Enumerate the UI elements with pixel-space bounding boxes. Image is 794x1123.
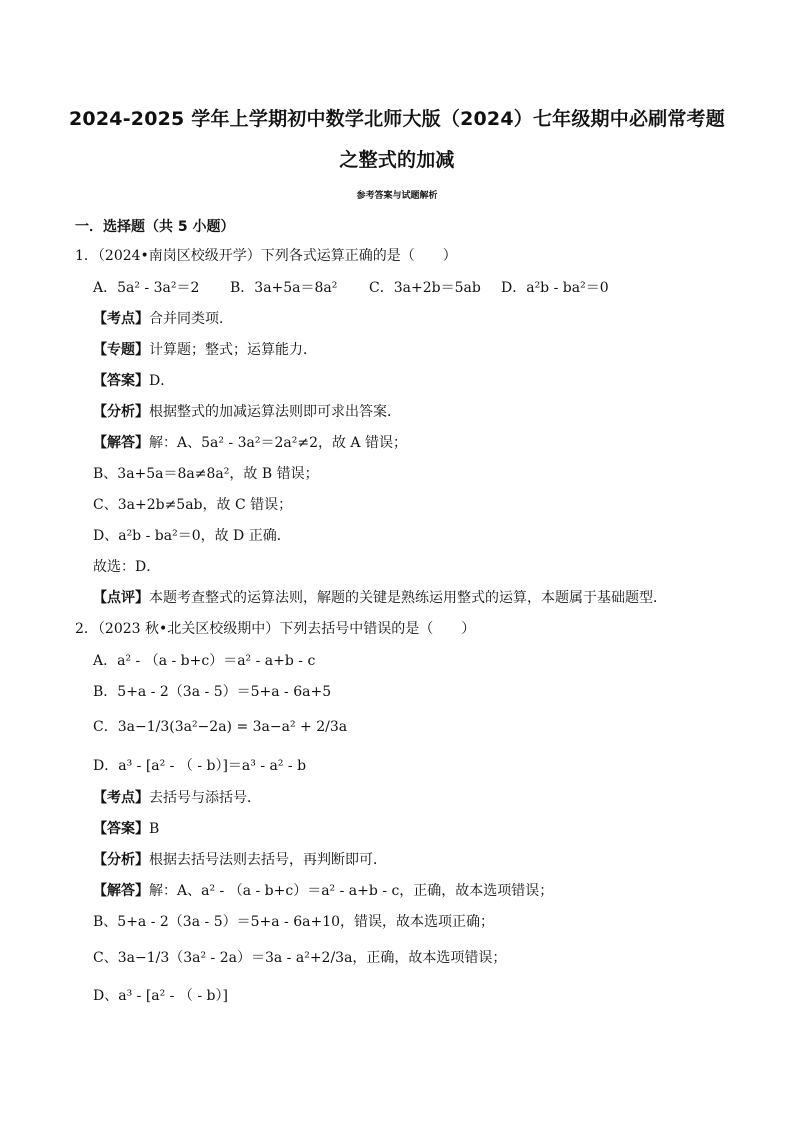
q2-solution-tag: 【解答】: [93, 883, 149, 899]
q1-solution-tag: 【解答】: [93, 435, 149, 451]
q2-kaodian-tag: 【考点】: [93, 790, 149, 806]
q2-analysis: [93, 850, 387, 870]
q1-solution-b: B、3a+5a＝8a≠8a²，故 B 错误；: [93, 466, 319, 482]
q1-comment-text: 本题考查整式的运算法则，解题的关键是熟练运用整式的运算，本题属于基础题型．: [149, 590, 667, 606]
q2-answer: [93, 819, 159, 839]
q1-analysis-tag: 【分析】: [93, 404, 149, 420]
q1-answer-text: D．: [149, 373, 175, 389]
q2-analysis-text: 根据去括号法则去括号，再判断即可．: [149, 852, 387, 868]
q1-analysis: [93, 402, 401, 422]
page-title-line1: 2024-2025 学年上学期初中数学北师大版（2024）七年级期中必刷常考题: [69, 108, 725, 130]
q2-answer-tag: 【答案】: [93, 821, 149, 837]
q2-option-a: A．a² - （a - b+c）＝a² - a+b - c: [93, 653, 316, 669]
q1-solution: [93, 433, 407, 453]
q1-zhuanti-text: 计算题；整式；运算能力．: [149, 342, 317, 358]
q1-kaodian-text: 合并同类项．: [149, 311, 233, 327]
q2-solution: [93, 881, 553, 901]
question-1-stem: 1．（2024•南岗区校级开学）下列各式运算正确的是（ ）: [75, 248, 457, 264]
q1-comment-tag: 【点评】: [93, 590, 149, 606]
q1-solution-d: D、a²b - ba²＝0，故 D 正确．: [93, 528, 291, 544]
q1-option-c: C．3a+2b＝5ab: [369, 280, 481, 296]
page-title-line2: 之整式的加减: [339, 149, 455, 171]
q1-option-a: A．5a² - 3a²＝2: [93, 280, 200, 296]
q2-option-d: D．a³ - [a² - （ - b）]＝a³ - a² - b: [93, 758, 307, 774]
q1-kaodian-tag: 【考点】: [93, 311, 149, 327]
q1-answer: [93, 371, 174, 391]
q1-kaodian: [93, 309, 233, 329]
q2-kaodian: [93, 788, 261, 808]
q1-answer-tag: 【答案】: [93, 373, 149, 389]
q1-zhuanti-tag: 【专题】: [93, 342, 149, 358]
question-2-stem: 2．（2023 秋•北关区校级期中）下列去括号中错误的是（ ）: [75, 621, 476, 637]
page-subtitle: 参考答案与试题解析: [356, 191, 438, 201]
q1-option-b: B．3a+5a＝8a²: [230, 280, 338, 296]
q2-option-b: B．5+a - 2（3a - 5）＝5+a - 6a+5: [93, 684, 332, 700]
q2-answer-text: B: [149, 821, 160, 837]
q1-zhuanti: [93, 340, 317, 360]
q2-kaodian-text: 去括号与添括号．: [149, 790, 261, 806]
q1-comment: [93, 588, 667, 608]
q2-solution-c: C、3a−1/3（3a² - 2a）＝3a - a²+2/3a，正确，故本选项错误；: [93, 950, 507, 966]
q2-option-c: C．3a−1/3(3a²−2a) = 3a−a² + 2/3a: [93, 719, 348, 735]
q1-solution-a: 解：A、5a² - 3a²＝2a²≠2，故 A 错误；: [149, 435, 407, 451]
q2-solution-b: B、5+a - 2（3a - 5）＝5+a - 6a+10，错误，故本选项正确；: [93, 914, 495, 930]
q2-analysis-tag: 【分析】: [93, 852, 149, 868]
q1-final-choice: 故选：D．: [93, 559, 161, 575]
section-title: 一．选择题（共 5 小题）: [75, 219, 235, 235]
q1-analysis-text: 根据整式的加减运算法则即可求出答案．: [149, 404, 401, 420]
q2-solution-a: 解：A、a² - （a - b+c）＝a² - a+b - c，正确，故本选项错误；: [149, 883, 554, 899]
q1-solution-c: C、3a+2b≠5ab，故 C 错误；: [93, 497, 293, 513]
q1-option-d: D．a²b - ba²＝0: [501, 280, 609, 296]
q2-solution-d: D、a³ - [a² - （ - b）]: [93, 988, 228, 1004]
